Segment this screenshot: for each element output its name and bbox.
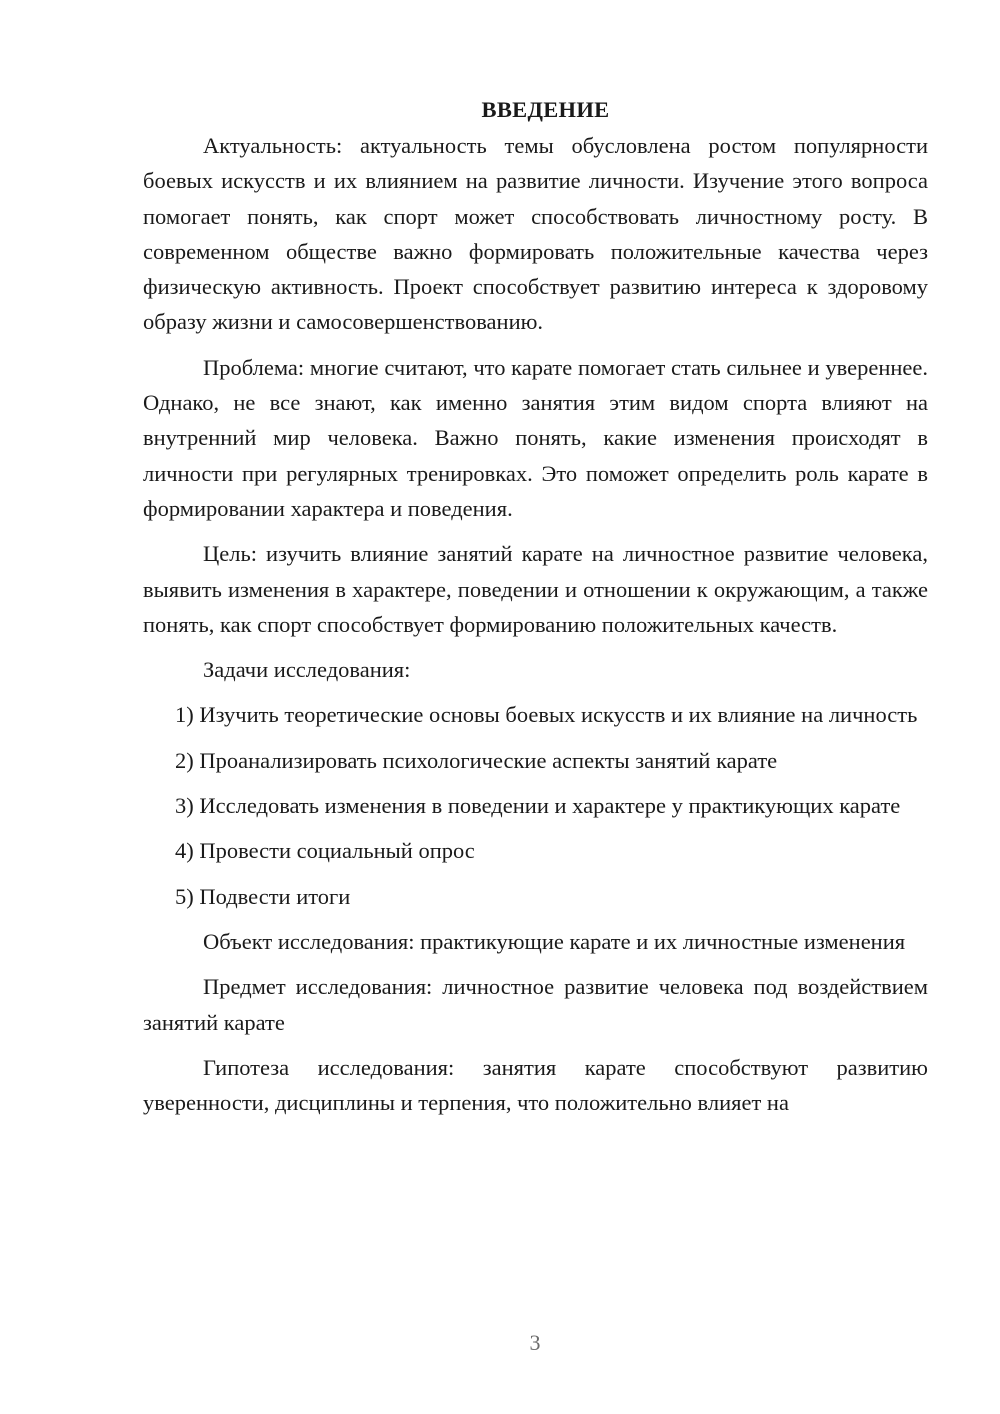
problem-paragraph: Проблема: многие считают, что карате помогает стать сильнее и увереннее. Однако, не все знают, как именно занятия этим видом спорта влияют на внутренний мир человека. Важно понять, какие изменения происходят в личности при регулярных тренировках. Это поможет определить роль карате в формировании характера и поведения. bbox=[143, 354, 928, 521]
subject-paragraph: Предмет исследования: личностное развитие человека под воздействием занятий карате bbox=[143, 974, 928, 1035]
task-item-1: 1) Изучить теоретические основы боевых искусств и их влияние на личность bbox=[175, 702, 918, 728]
task-item-5: 5) Подвести итоги bbox=[175, 883, 351, 909]
relevance-paragraph: Актуальность: актуальность темы обусловлена ростом популярности боевых искусств и их влиянием на развитие личности. Изучение этого вопроса помогает понять, как спорт может способствовать личностному росту. В современном обществе важно формировать положительные качества через физическую активность. Проект способствует развитию интереса к здоровому образу жизни и самосовершенствованию. bbox=[143, 133, 928, 335]
page-number: 3 bbox=[529, 1330, 541, 1355]
goal-paragraph: Цель: изучить влияние занятий карате на личностное развитие человека, выявить изменения в характере, поведении и отношении к окружающим, а также понять, как спорт способствует формированию положительных качеств. bbox=[143, 541, 928, 637]
task-item-2: 2) Проанализировать психологические аспекты занятий карате bbox=[175, 747, 778, 773]
object-paragraph: Объект исследования: практикующие карате и их личностные изменения bbox=[203, 928, 906, 954]
tasks-heading: Задачи исследования: bbox=[203, 657, 411, 683]
section-title: ВВЕДЕНИЕ bbox=[481, 97, 610, 122]
document-page bbox=[143, 92, 928, 1120]
hypothesis-paragraph: Гипотеза исследования: занятия карате способствуют развитию уверенности, дисциплины и терпения, что положительно влияет на bbox=[143, 1054, 928, 1116]
task-item-4: 4) Провести социальный опрос bbox=[175, 838, 475, 864]
task-item-3: 3) Исследовать изменения в поведении и характере у практикующих карате bbox=[175, 793, 901, 819]
